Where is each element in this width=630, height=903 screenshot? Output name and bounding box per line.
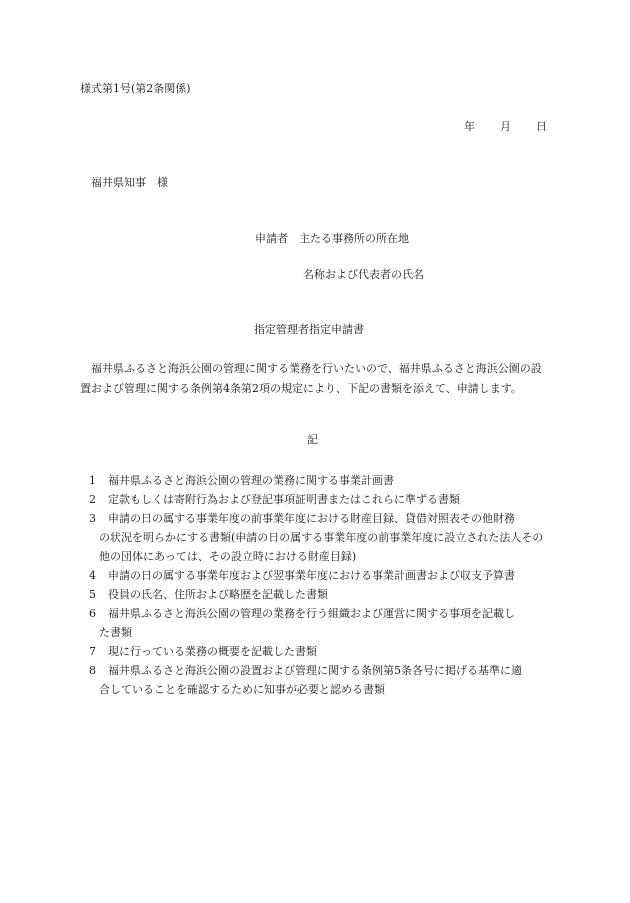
list-item [80,585,550,604]
item-text: 役員の氏名、住所および略歴を記載した書類 [108,588,328,601]
document-title: 指定管理者指定申請書 [254,323,364,336]
list-item [80,642,550,661]
item-number: 5 [89,588,96,601]
date-day: 日 [536,120,547,133]
item-continuation: た書類 [99,626,132,639]
item-number: 2 [89,493,96,506]
applicant-address-label: 申請者 主たる事務所の所在地 [255,232,409,245]
addressee: 福井県知事 様 [91,176,168,189]
date-year: 年 [464,120,475,133]
applicant-name-label: 名称および代表者の氏名 [303,268,424,281]
item-text: 申請の日の属する事業年度の前事業年度における財産目録、貸借対照表その他財務 [108,512,515,525]
item-text: 福井県ふるさと海浜公園の設置および管理に関する条例第5条各号に掲げる基準に適 [108,664,522,677]
item-number: 8 [89,664,96,677]
list-item [80,661,550,699]
list-item [80,490,550,509]
list-item [80,566,550,585]
item-text: 福井県ふるさと海浜公園の管理の業務を行う組織および運営に関する事項を記載し [108,607,515,620]
item-text: 福井県ふるさと海浜公園の管理の業務に関する事業計画書 [108,474,394,487]
item-number: 3 [89,512,96,525]
attachment-list [80,471,550,699]
item-text: 定款もしくは寄附行為および登記事項証明書またはこれらに準ずる書類 [108,493,460,506]
list-item [80,604,550,642]
list-item [80,509,550,566]
list-item [80,471,550,490]
date-line [464,121,547,132]
item-text: 申請の日の属する事業年度および翌事業年度における事業計画書および収支予算書 [108,569,515,582]
ki-heading: 記 [307,433,318,446]
item-continuation: の状況を明らかにする書類(申請の日の属する事業年度の前事業年度に設立された法人その他の団体にあっては、その設立時における財産目録) [99,531,544,563]
item-text: 現に行っている業務の概要を記載した書類 [108,645,317,658]
date-month: 月 [500,120,511,133]
item-continuation: 合していることを確認するために知事が必要と認める書類 [99,683,385,696]
form-number: 様式第1号(第2条関係) [80,82,191,95]
item-number: 1 [89,474,96,487]
item-number: 6 [89,607,96,620]
body-paragraph: 福井県ふるさと海浜公園の管理に関する業務を行いたいので、福井県ふるさと海浜公園の設置および管理に関する条例第4条第2項の規定により、下記の書類を添えて、申請します。 [80,362,542,395]
item-number: 7 [89,645,96,658]
item-number: 4 [89,569,96,582]
